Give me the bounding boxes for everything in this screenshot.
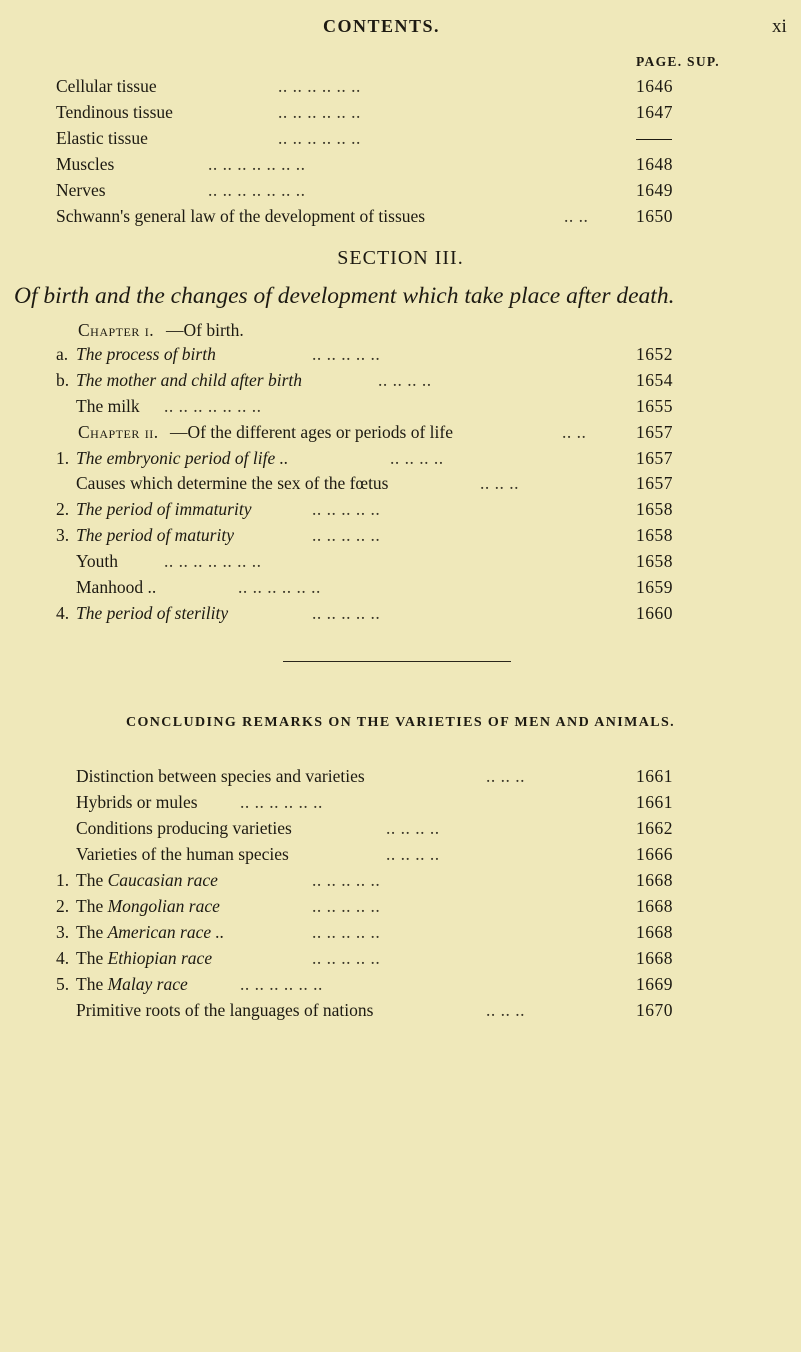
entry-page: 1655 (636, 396, 673, 416)
leader-dots: .. .. .. .. .. (312, 870, 381, 890)
chapter-label: Chapter ii. (78, 422, 159, 442)
entry-number: 2. (56, 896, 70, 916)
toc-entry (56, 125, 776, 151)
chapter-title: —Of the different ages or periods of life (170, 422, 453, 442)
chapter-heading (78, 317, 778, 343)
entry-page: 1652 (636, 344, 673, 364)
entry-label-italic: Malay race (107, 974, 188, 994)
leader-dots: .. .. .. (486, 1000, 525, 1020)
entry-label: The milk (76, 396, 140, 416)
entry-label: Youth (76, 551, 118, 571)
entry-label-plain: The (76, 922, 108, 942)
toc-entry (56, 971, 776, 997)
entry-page: 1668 (636, 870, 673, 890)
entry-page: 1666 (636, 844, 673, 864)
entry-label: Distinction between species and varieties (76, 766, 365, 786)
entry-label: Conditions producing varieties (76, 818, 292, 838)
entry-page: 1661 (636, 766, 673, 786)
toc-entry (56, 600, 776, 626)
entry-label: The period of immaturity (76, 499, 252, 519)
leader-dots: .. .. .. .. .. .. (278, 128, 361, 148)
entry-label-plain: The (76, 870, 108, 890)
leader-dots: .. .. .. .. .. .. .. (164, 551, 262, 571)
entry-page: 1658 (636, 525, 673, 545)
entry-page: 1658 (636, 499, 673, 519)
entry-label (76, 971, 188, 997)
leader-dots: .. .. .. .. .. (312, 499, 381, 519)
leader-dots: .. .. (564, 206, 589, 226)
chapter-title: —Of birth. (166, 320, 244, 340)
toc-entry (56, 341, 776, 367)
entry-label: Manhood .. (76, 577, 157, 597)
toc-entry (56, 867, 776, 893)
toc-entry (56, 73, 776, 99)
toc-entry (56, 548, 776, 574)
toc-entry (56, 815, 776, 841)
entry-label-plain: The (76, 948, 108, 968)
section-subtitle: Of birth and the changes of development which take place after death. (14, 283, 675, 309)
leader-dots: .. .. .. .. (386, 818, 440, 838)
leader-dots: .. .. (562, 422, 587, 442)
toc-entry (56, 893, 776, 919)
entry-label: Cellular tissue (56, 76, 157, 96)
entry-number: 1. (56, 448, 70, 468)
section-heading: SECTION III. (337, 247, 464, 269)
entry-label-italic: Mongolian race (107, 896, 220, 916)
entry-page: 1657 (636, 448, 673, 468)
entry-page: 1670 (636, 1000, 673, 1020)
entry-number: 2. (56, 499, 70, 519)
entry-label: Nerves (56, 180, 106, 200)
entry-label: Tendinous tissue (56, 102, 173, 122)
leader-dots: .. .. .. .. .. .. .. (208, 154, 306, 174)
entry-label: The period of sterility (76, 603, 229, 623)
entry-label: Hybrids or mules (76, 792, 198, 812)
entry-label-italic: American race .. (107, 922, 225, 942)
toc-entry (56, 789, 776, 815)
entry-number: 4. (56, 603, 70, 623)
entry-number: 1. (56, 870, 70, 890)
toc-entry (56, 997, 776, 1023)
entry-label: Primitive roots of the languages of nations (76, 1000, 374, 1020)
entry-number: b. (56, 370, 70, 390)
toc-entry (56, 177, 776, 203)
entry-label (76, 945, 212, 971)
leader-dots: .. .. .. (486, 766, 525, 786)
entry-page: 1668 (636, 922, 673, 942)
entry-page: 1648 (636, 154, 673, 174)
entry-page: 1646 (636, 76, 673, 96)
entry-page: 1657 (636, 473, 673, 493)
entry-page: 1661 (636, 792, 673, 812)
toc-entry (56, 393, 776, 419)
entry-page: 1657 (636, 422, 673, 442)
entry-page: 1658 (636, 551, 673, 571)
entry-number: 5. (56, 974, 70, 994)
leader-dots: .. .. .. .. .. (312, 948, 381, 968)
leader-dots: .. .. .. .. .. .. (278, 76, 361, 96)
leader-dots: .. .. .. .. .. .. (278, 102, 361, 122)
entry-page: 1668 (636, 948, 673, 968)
entry-page: 1660 (636, 603, 673, 623)
toc-entry (56, 919, 776, 945)
entry-label: The process of birth (76, 344, 216, 364)
toc-entry (56, 841, 776, 867)
entry-label-plain: The (76, 974, 108, 994)
page-number: xi (772, 16, 787, 37)
entry-label-plain: The (76, 896, 108, 916)
entry-page-dash (636, 125, 672, 151)
toc-entry (56, 496, 776, 522)
entry-page: 1649 (636, 180, 673, 200)
chapter-label: Chapter i. (78, 320, 155, 340)
entry-label: The period of maturity (76, 525, 234, 545)
entry-label (76, 893, 220, 919)
toc-entry (56, 574, 776, 600)
entry-page: 1647 (636, 102, 673, 122)
leader-dots: .. .. .. .. .. (312, 603, 381, 623)
leader-dots: .. .. .. .. .. (312, 896, 381, 916)
toc-entry (56, 522, 776, 548)
leader-dots: .. .. .. .. (386, 844, 440, 864)
running-title: CONTENTS. (323, 16, 441, 36)
entry-page: 1650 (636, 206, 673, 226)
entry-number: a. (56, 344, 69, 364)
toc-entry (56, 445, 776, 471)
entry-label-italic: Ethiopian race (107, 948, 213, 968)
entry-number: 3. (56, 525, 70, 545)
entry-number: 3. (56, 922, 70, 942)
entry-page: 1662 (636, 818, 673, 838)
leader-dots: .. .. .. .. .. (312, 525, 381, 545)
toc-entry (56, 151, 776, 177)
entry-label (76, 919, 224, 945)
leader-dots: .. .. .. .. .. .. .. (164, 396, 262, 416)
toc-entry (56, 470, 776, 496)
entry-number: 4. (56, 948, 70, 968)
entry-page: 1654 (636, 370, 673, 390)
chapter-heading (78, 419, 778, 445)
toc-entry (56, 203, 776, 229)
entry-label: Schwann's general law of the development of tissues (56, 206, 426, 226)
leader-dots: .. .. .. .. .. (312, 922, 381, 942)
page-header (0, 16, 801, 42)
toc-entry (56, 763, 776, 789)
toc-entry (56, 99, 776, 125)
entry-label: Elastic tissue (56, 128, 148, 148)
entry-page: 1669 (636, 974, 673, 994)
leader-dots: .. .. .. .. (378, 370, 432, 390)
toc-entry (56, 945, 776, 971)
leader-dots: .. .. .. .. .. .. (240, 792, 323, 812)
entry-page: 1668 (636, 896, 673, 916)
page-column-heading: PAGE. SUP. (636, 54, 720, 69)
entry-label: Causes which determine the sex of the fœtus (76, 473, 389, 493)
entry-page: 1659 (636, 577, 673, 597)
entry-label: Muscles (56, 154, 115, 174)
entry-label (76, 867, 218, 893)
entry-label: Varieties of the human species (76, 844, 289, 864)
leader-dots: .. .. .. (480, 473, 519, 493)
entry-label: The mother and child after birth (76, 370, 303, 390)
toc-entry (56, 367, 776, 393)
entry-label: The embryonic period of life .. (76, 448, 289, 468)
section-divider (283, 661, 511, 662)
leader-dots: .. .. .. .. .. (312, 344, 381, 364)
concluding-heading: CONCLUDING REMARKS ON THE VARIETIES OF MEN AND ANIMALS. (125, 715, 676, 730)
entry-label-italic: Caucasian race (107, 870, 218, 890)
leader-dots: .. .. .. .. .. .. (238, 577, 321, 597)
leader-dots: .. .. .. .. .. .. .. (208, 180, 306, 200)
leader-dots: .. .. .. .. (390, 448, 444, 468)
leader-dots: .. .. .. .. .. .. (240, 974, 323, 994)
